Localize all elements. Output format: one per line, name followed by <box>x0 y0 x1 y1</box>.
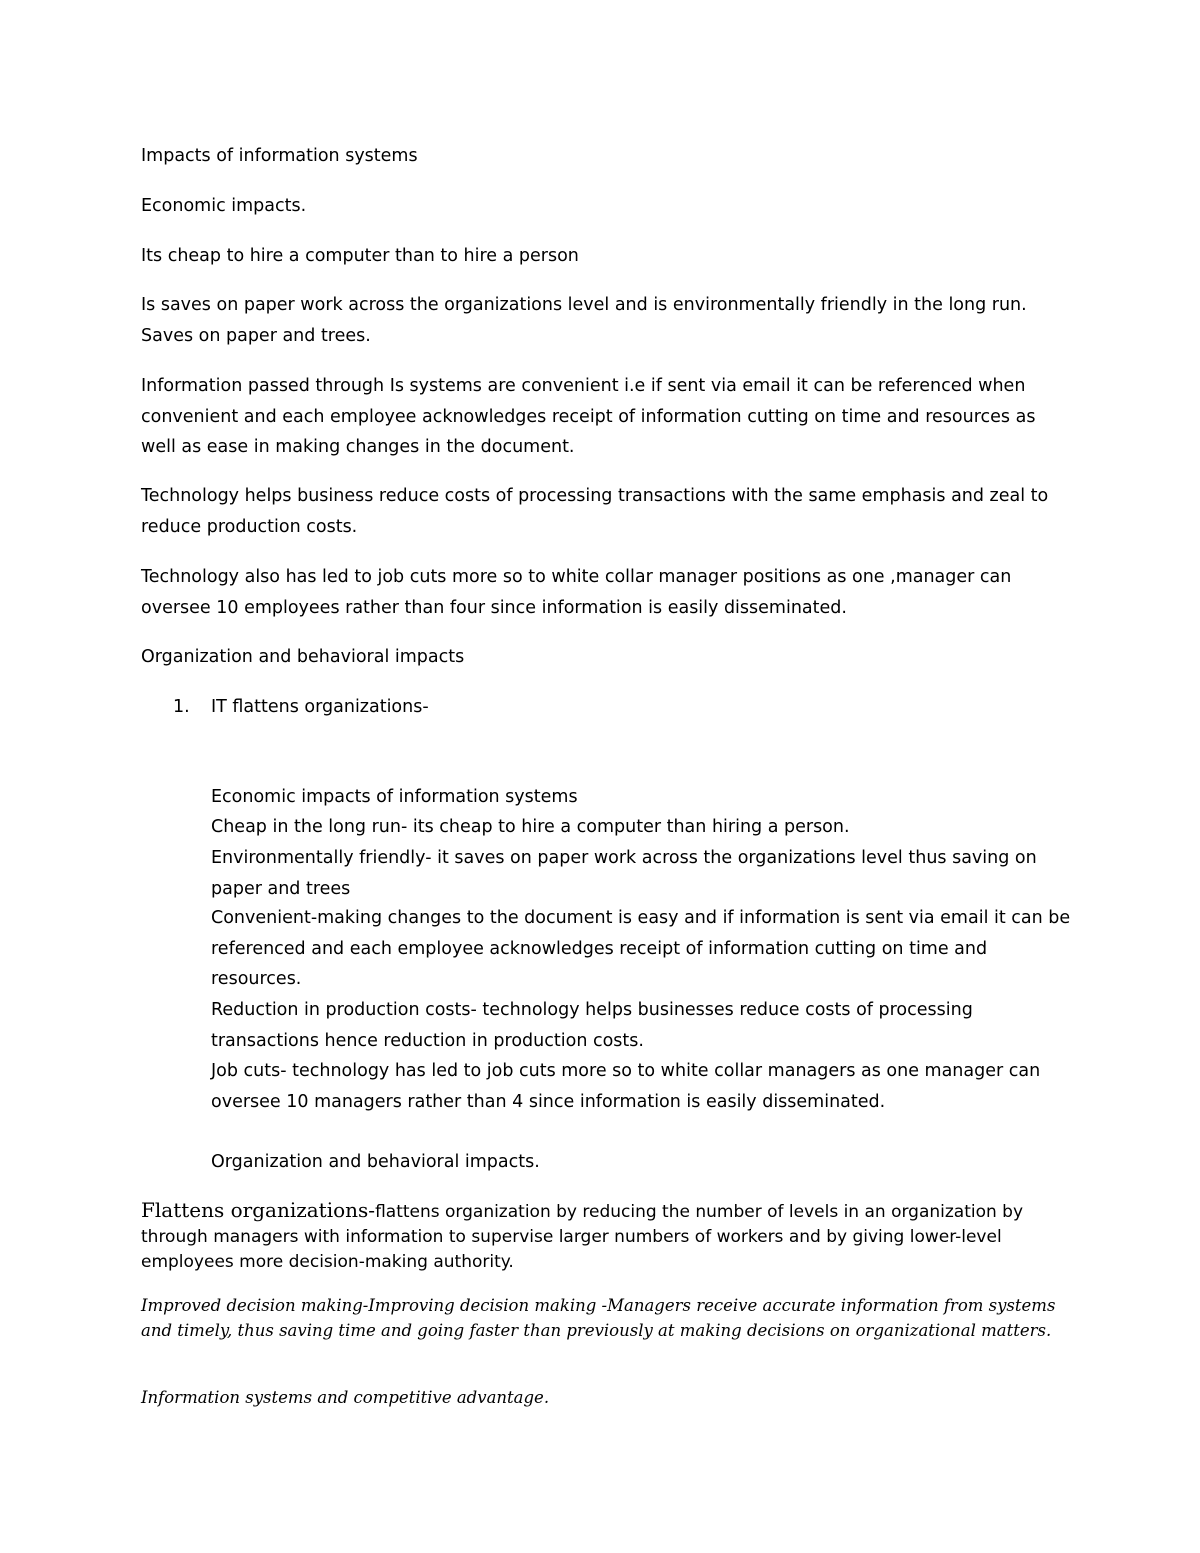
paragraph-information-convenient: Information passed through Is systems are convenient i.e if sent via email it can be referenced when convenient and each employee acknowledges receipt of information cutting on time and resources as well as ease in making changes in the document. <box>141 376 1036 457</box>
list-item-flattens: IT flattens organizations- <box>211 697 429 717</box>
paragraph-competitive-advantage: Information systems and competitive advantage. <box>141 1388 550 1407</box>
paragraph-technology-costs: Technology helps business reduce costs of processing transactions with the same emphasis and zeal to reduce production costs. <box>141 486 1049 537</box>
summary-line-environment: Environmentally friendly- it saves on paper work across the organizations level thus saving on paper and trees <box>211 848 1037 899</box>
summary-organization-heading: Organization and behavioral impacts. <box>211 1152 540 1172</box>
summary-line-jobcuts: Job cuts- technology has led to job cuts more so to white collar managers as one manager can oversee 10 managers rather than 4 since information is easily disseminated. <box>211 1061 1041 1112</box>
summary-line-reduction: Reduction in production costs- technology helps businesses reduce costs of processing transactions hence reduction in production costs. <box>211 1000 973 1051</box>
list-item-number: 1. <box>173 697 190 717</box>
organization-heading: Organization and behavioral impacts <box>141 647 465 667</box>
summary-line-convenient: Convenient-making changes to the document is easy and if information is sent via email it can be referenced and each employee acknowledges receipt of information cutting on time and resources. <box>211 908 1071 989</box>
paragraph-cheap-computer: Its cheap to hire a computer than to hire a person <box>141 246 579 266</box>
paragraph-saves-paper: Is saves on paper work across the organizations level and is environmentally friendly in the long run. Saves on paper and trees. <box>141 295 1027 346</box>
paragraph-flattens <box>141 1198 1071 1275</box>
flattens-lead: Flattens organizations- <box>141 1198 376 1222</box>
paragraph-improved-decision: Improved decision making-Improving decision making -Managers receive accurate information from systems and timely, thus saving time and going faster than previously at making decisions on organizational matters. <box>141 1296 1056 1340</box>
economic-impacts-heading: Economic impacts. <box>141 196 307 216</box>
paragraph-job-cuts: Technology also has led to job cuts more so to white collar manager positions as one ,manager can oversee 10 employees rather than four since information is easily disseminated. <box>141 567 1012 618</box>
summary-line-cheap: Cheap in the long run- its cheap to hire a computer than hiring a person. <box>211 817 850 837</box>
document-title: Impacts of information systems <box>141 146 418 166</box>
flattens-body: flattens organization by reducing the number of levels in an organization by through managers with information to supervise larger numbers of workers and by giving lower-level employees more decision-making authority. <box>141 1202 1024 1272</box>
summary-heading: Economic impacts of information systems <box>211 787 578 807</box>
